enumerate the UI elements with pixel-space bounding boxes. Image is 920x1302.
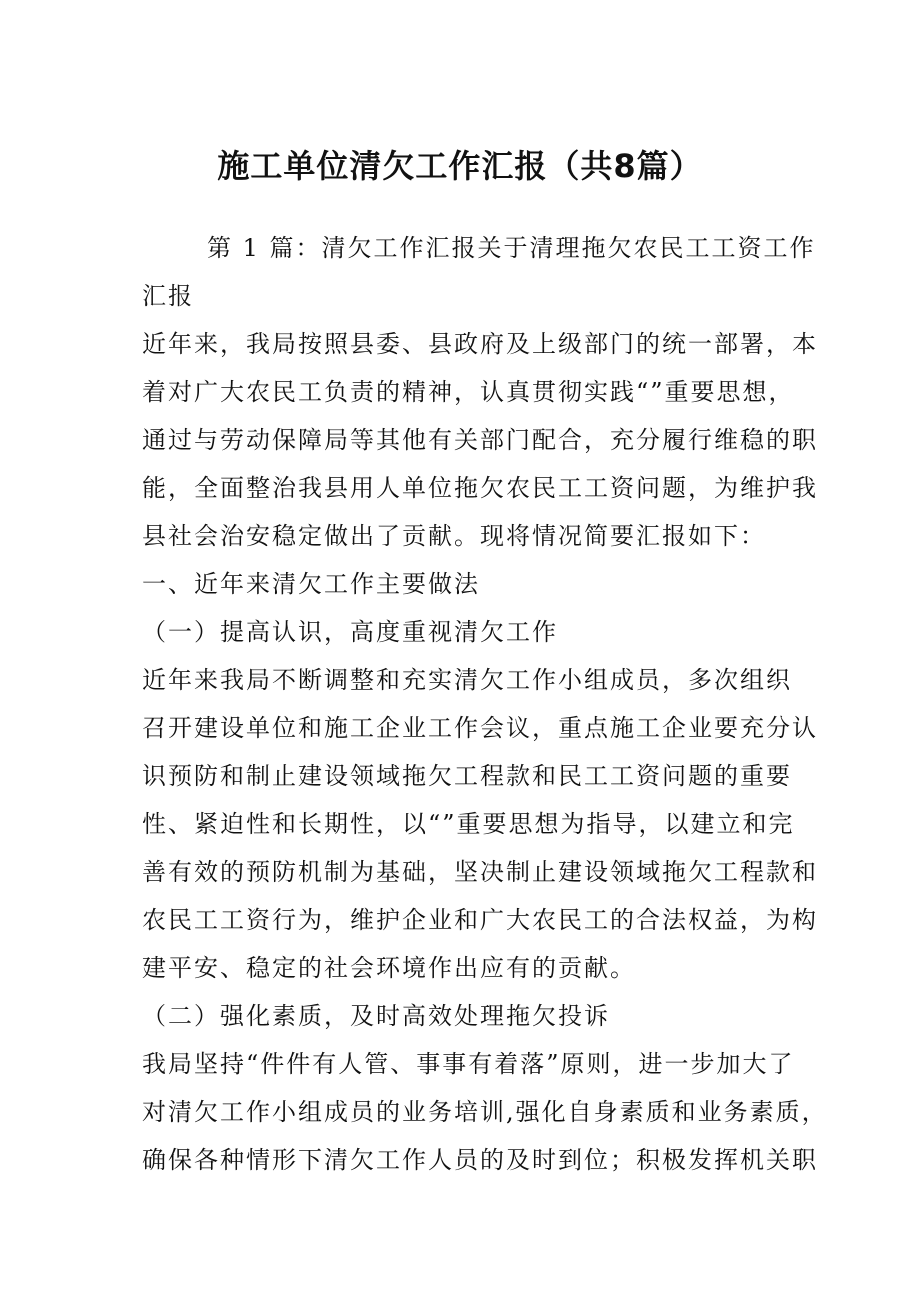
paragraph-line: 农民工工资行为，维护企业和广大农民工的合法权益，为构 <box>142 906 818 934</box>
subsection-heading: （二）强化素质，及时高效处理拖欠投诉 <box>142 1002 610 1030</box>
paragraph-line: 建平安、稳定的社会环境作出应有的贡献。 <box>142 954 636 982</box>
document-title: 施工单位清欠工作汇报（共8篇） <box>217 147 703 185</box>
paragraph-line: 性、紧迫性和长期性，以“”重要思想为指导，以建立和完 <box>142 810 795 838</box>
paragraph-line: 对清欠工作小组成员的业务培训,强化自身素质和业务素质， <box>142 1098 828 1126</box>
section-heading: 一、近年来清欠工作主要做法 <box>142 570 480 598</box>
paragraph-line: 第 1 篇：清欠工作汇报关于清理拖欠农民工工资工作 <box>207 234 816 262</box>
paragraph-line: 识预防和制止建设领域拖欠工程款和民工工资问题的重要 <box>142 762 792 790</box>
paragraph-line: 近年来我局不断调整和充实清欠工作小组成员，多次组织 <box>142 666 792 694</box>
subsection-heading: （一）提高认识，高度重视清欠工作 <box>142 618 558 646</box>
paragraph-line: 近年来，我局按照县委、县政府及上级部门的统一部署，本 <box>142 330 818 358</box>
paragraph-line: 我局坚持“件件有人管、事事有着落”原则，进一步加大了 <box>142 1050 795 1078</box>
paragraph-line: 能，全面整治我县用人单位拖欠农民工工资问题，为维护我 <box>142 474 818 502</box>
paragraph-line: 汇报 <box>142 282 194 310</box>
paragraph-line: 县社会治安稳定做出了贡献。现将情况简要汇报如下： <box>142 522 766 550</box>
paragraph-line: 善有效的预防机制为基础，坚决制止建设领域拖欠工程款和 <box>142 858 818 886</box>
paragraph-line: 通过与劳动保障局等其他有关部门配合，充分履行维稳的职 <box>142 426 818 454</box>
paragraph-line: 着对广大农民工负责的精神，认真贯彻实践“”重要思想， <box>142 378 795 406</box>
paragraph-line: 召开建设单位和施工企业工作会议，重点施工企业要充分认 <box>142 714 818 742</box>
paragraph-line: 确保各种情形下清欠工作人员的及时到位；积极发挥机关职 <box>142 1146 818 1174</box>
